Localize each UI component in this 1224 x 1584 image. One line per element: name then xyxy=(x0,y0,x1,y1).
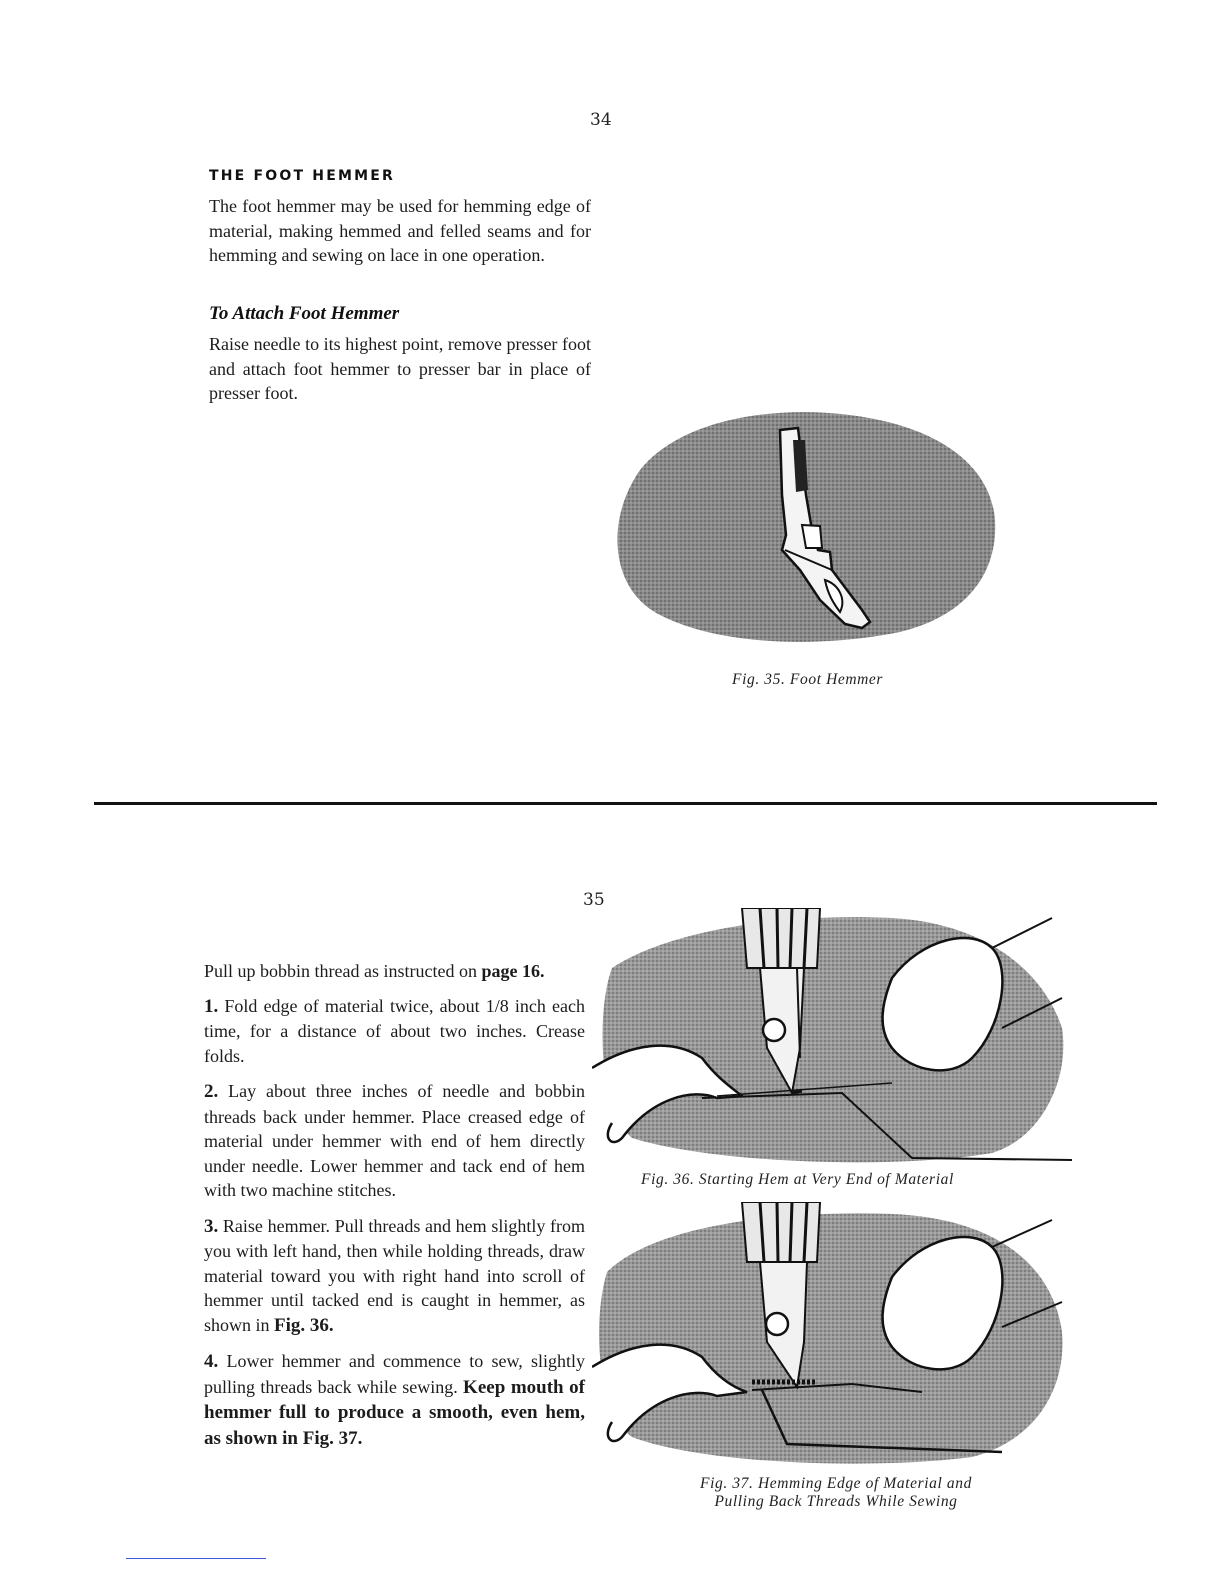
footer-rule xyxy=(126,1558,266,1559)
step-1 xyxy=(204,994,585,1069)
figure-37-caption xyxy=(681,1475,991,1511)
step-text: Fold edge of material twice, about 1/8 inch each time, for a distance of about two inches. Crease folds. xyxy=(204,995,585,1066)
step-text: Raise hemmer. Pull threads and hem slightly from you with left hand, then while holding threads, draw material toward you with right hand into scroll of hemmer until tacked end is caught in hemmer, as shown in xyxy=(204,1215,585,1335)
step-3 xyxy=(204,1214,585,1339)
step-number: 3. xyxy=(204,1215,219,1237)
step-number: 1. xyxy=(204,995,219,1017)
figure-35-caption: Fig. 35. Foot Hemmer xyxy=(732,671,884,688)
step-emphasis: Keep mouth of hemmer full to produce a smooth, even hem, as shown in Fig. 37. xyxy=(204,1376,586,1449)
fig-37-illustration xyxy=(592,1202,1072,1472)
foot-hemmer-illustration xyxy=(600,400,1000,650)
intro-step-paragraph xyxy=(204,959,585,984)
step-number: 2. xyxy=(204,1081,219,1102)
page-number-35: 35 xyxy=(583,890,605,910)
page-divider xyxy=(94,802,1157,805)
figure-reference: Fig. 36. xyxy=(274,1314,334,1336)
page-reference: page 16. xyxy=(481,961,545,981)
figure-36-caption: Fig. 36. Starting Hem at Very End of Material xyxy=(641,1171,954,1188)
subheading-attach: To Attach Foot Hemmer xyxy=(209,303,400,324)
step-4 xyxy=(204,1349,585,1451)
figure-37-caption-line2: Pulling Back Threads While Sewing xyxy=(714,1493,958,1510)
step-number: 4. xyxy=(204,1351,219,1372)
section-heading: THE FOOT HEMMER xyxy=(209,168,395,184)
page-number-34: 34 xyxy=(590,110,612,130)
bobbin-intro-text: Pull up bobbin thread as instructed on xyxy=(204,961,477,981)
figure-37-caption-line1: Fig. 37. Hemming Edge of Material and xyxy=(700,1475,972,1492)
step-text: Lower hemmer and commence to sew, slightly pulling threads back while sewing. xyxy=(204,1351,586,1397)
bottom-text-column xyxy=(204,959,585,1462)
step-text: Lay about three inches of needle and bobbin threads back under hemmer. Place creased edge of material under hemmer with end of hem directly under needle. Lower hemmer and tack end of hem with two machine stitches. xyxy=(204,1081,585,1200)
step-2 xyxy=(204,1079,585,1203)
fig-36-illustration xyxy=(592,908,1072,1170)
intro-paragraph: The foot hemmer may be used for hemming edge of material, making hemmed and felled seams and for hemming and sewing on lace in one operation. xyxy=(209,196,591,265)
attach-paragraph: Raise needle to its highest point, remove presser foot and attach foot hemmer to presser bar in place of presser foot. xyxy=(209,334,591,403)
